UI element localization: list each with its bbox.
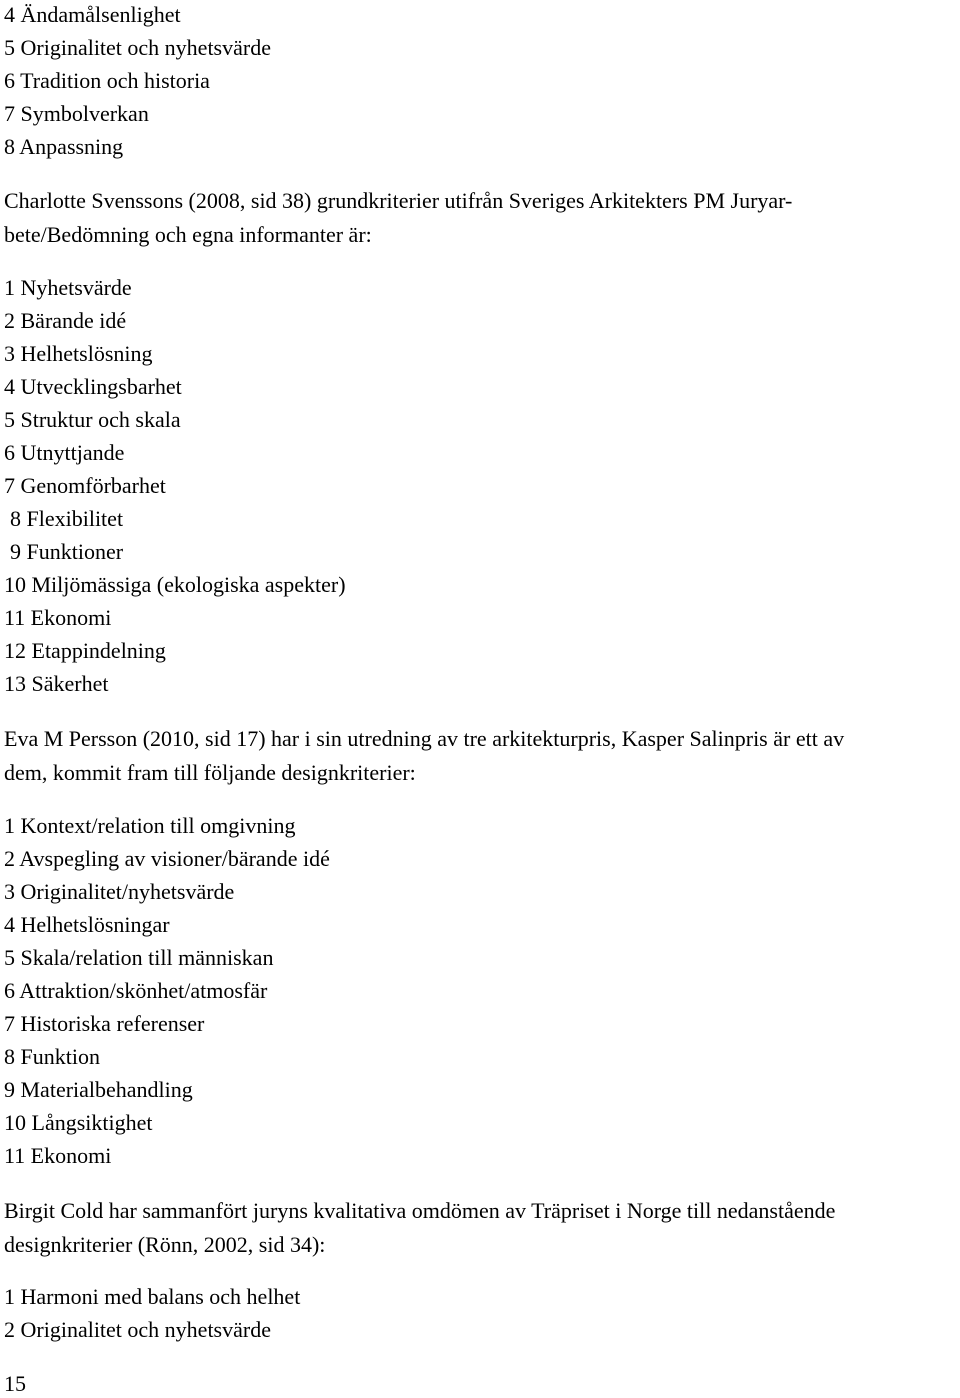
list-item: 5 Struktur och skala xyxy=(4,407,181,432)
list-item: 5 Skala/relation till människan xyxy=(4,945,274,970)
criteria-list-persson xyxy=(4,811,954,1174)
list-item: 12 Etappindelning xyxy=(4,638,166,663)
list-item: 10 Långsiktighet xyxy=(4,1110,153,1135)
list-item: 6 Utnyttjande xyxy=(4,440,125,465)
list-item: 1 Nyhetsvärde xyxy=(4,275,132,300)
paragraph-line: dem, kommit fram till följande designkriterier: xyxy=(4,760,416,785)
list-item: 3 Helhetslösning xyxy=(4,341,153,366)
list-item: 1 Harmoni med balans och helhet xyxy=(4,1284,301,1309)
paragraph-line: Birgit Cold har sammanfört juryns kvalitativa omdömen av Träpriset i Norge till nedanstående xyxy=(4,1198,836,1223)
list-item: 8 Anpassning xyxy=(4,134,124,159)
list-item: 3 Originalitet/nyhetsvärde xyxy=(4,879,235,904)
paragraph-svensson xyxy=(4,184,954,252)
page-number: 15 xyxy=(4,1371,26,1396)
list-item: 6 Attraktion/skönhet/atmosfär xyxy=(4,978,268,1003)
list-item: 7 Symbolverkan xyxy=(4,101,149,126)
list-item: 7 Historiska referenser xyxy=(4,1011,205,1036)
criteria-list-svensson xyxy=(4,273,954,702)
list-item: 13 Säkerhet xyxy=(4,671,109,696)
list-item: 5 Originalitet och nyhetsvärde xyxy=(4,35,271,60)
list-item: 11 Ekonomi xyxy=(4,1143,112,1168)
list-item: 9 Materialbehandling xyxy=(4,1077,193,1102)
list-item: 6 Tradition och historia xyxy=(4,68,210,93)
paragraph-line: designkriterier (Rönn, 2002, sid 34): xyxy=(4,1232,326,1257)
list-item: 1 Kontext/relation till omgivning xyxy=(4,813,296,838)
paragraph-line: Eva M Persson (2010, sid 17) har i sin utredning av tre arkitekturpris, Kasper Salinpris är ett av xyxy=(4,726,845,751)
paragraph-cold xyxy=(4,1194,954,1262)
list-item: 2 Avspegling av visioner/bärande idé xyxy=(4,846,330,871)
list-item: 4 Utvecklingsbarhet xyxy=(4,374,182,399)
list-item: 2 Originalitet och nyhetsvärde xyxy=(4,1317,271,1342)
list-item: 8 Funktion xyxy=(4,1044,100,1069)
paragraph-line: bete/Bedömning och egna informanter är: xyxy=(4,222,372,247)
list-item: 9 Funktioner xyxy=(10,539,124,564)
list-item: 7 Genomförbarhet xyxy=(4,473,166,498)
list-item: 2 Bärande idé xyxy=(4,308,127,333)
list-item: 8 Flexibilitet xyxy=(10,506,124,531)
paragraph-line: Charlotte Svenssons (2008, sid 38) grundkriterier utifrån Sveriges Arkitekters PM Juryar- xyxy=(4,188,793,213)
criteria-list-continued xyxy=(4,0,954,165)
list-item: 11 Ekonomi xyxy=(4,605,112,630)
criteria-list-cold xyxy=(4,1282,954,1348)
list-item: 10 Miljömässiga (ekologiska aspekter) xyxy=(4,572,346,597)
list-item: 4 Ändamålsenlighet xyxy=(4,2,181,27)
list-item: 4 Helhetslösningar xyxy=(4,912,170,937)
paragraph-persson xyxy=(4,722,954,790)
